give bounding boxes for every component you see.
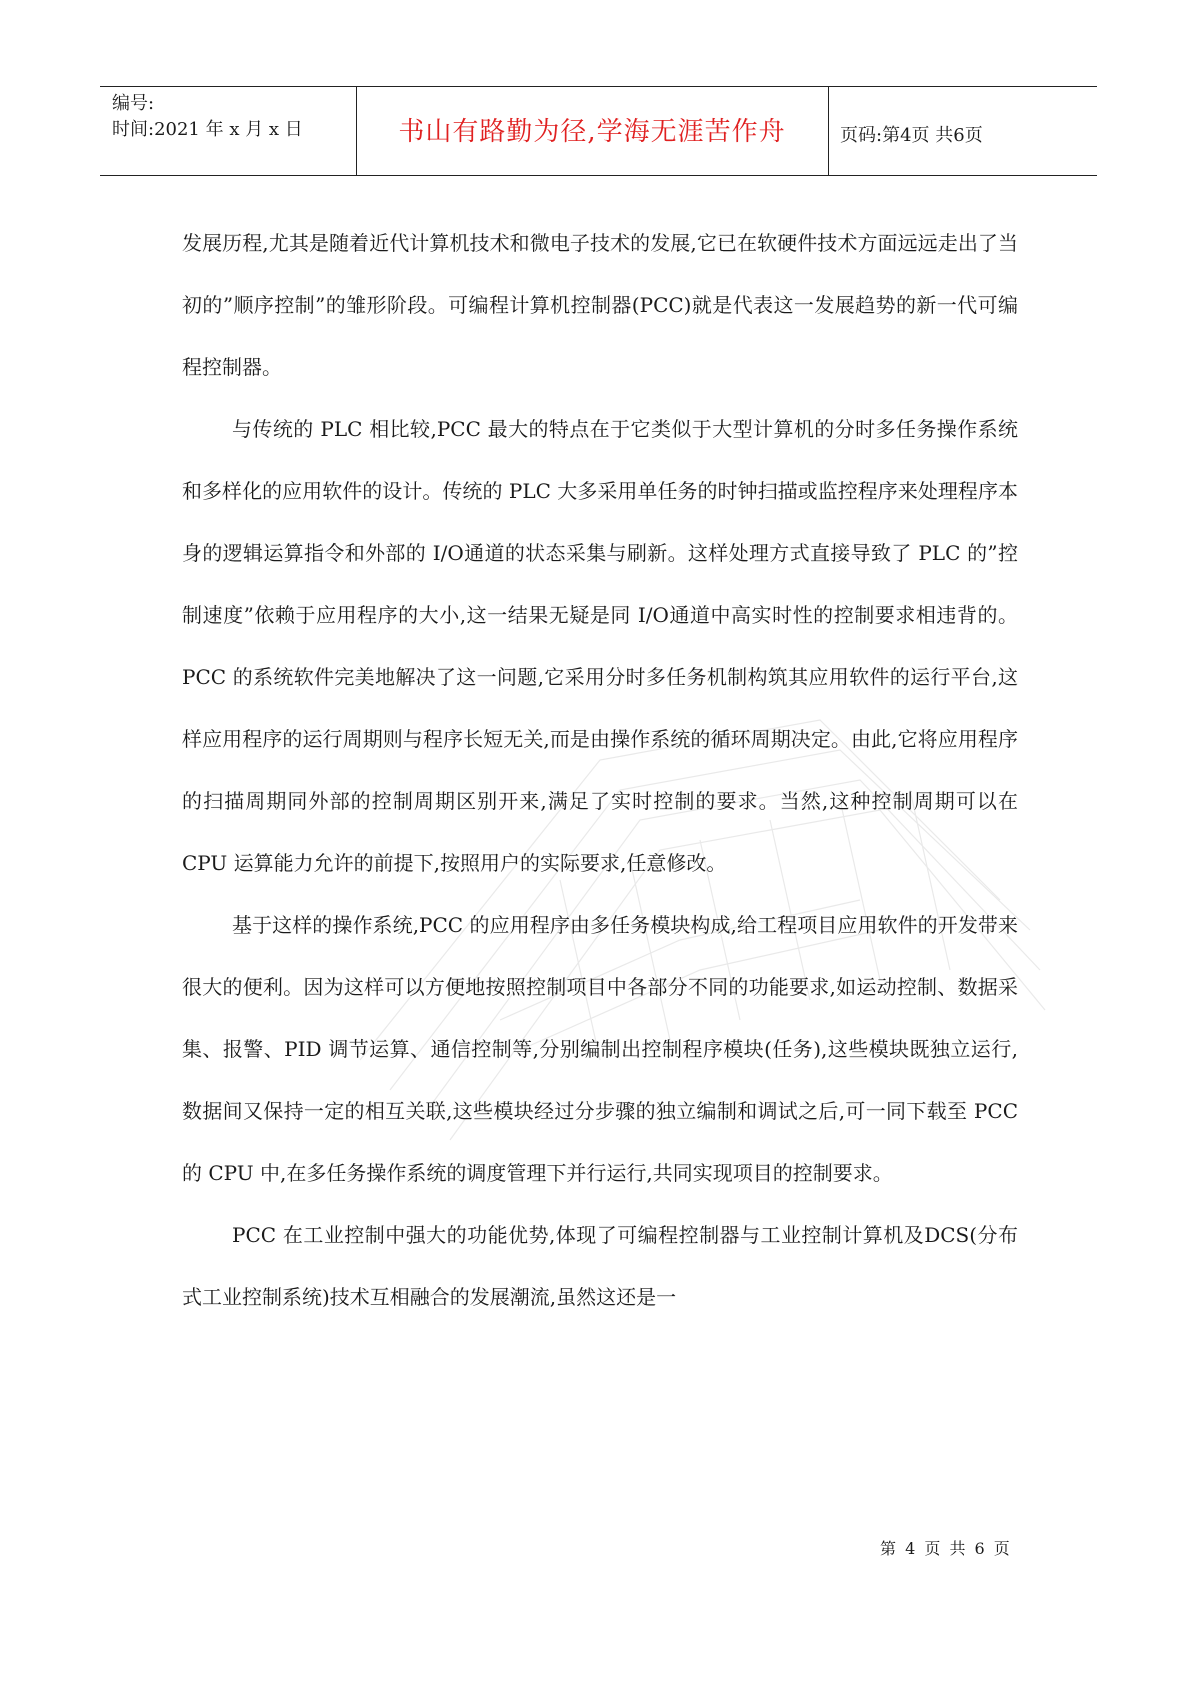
header-motto: 书山有路勤为径,学海无涯苦作舟: [398, 117, 786, 147]
header-page-cell: [828, 87, 1097, 175]
paragraph-3: 基于这样的操作系统,PCC 的应用程序由多任务模块构成,给工程项目应用软件的开发带来很大的便利。因为这样可以方便地按照控制项目中各部分不同的功能要求,如运动控制、数据采集、报警、PID 调节运算、通信控制等,分别编制出控制程序模块(任务),这些模块既独立运行,数据间又保持一定的相互关联,这些模块经过分步骤的独立编制和调试之后,可一同下载至 PCC 的 CPU 中,在多任务操作系统的调度管理下并行运行,共同实现项目的控制要求。: [182, 913, 1018, 1185]
header-page-info: 页码:第4页 共6页: [840, 125, 983, 146]
document-body: [182, 212, 1018, 1328]
paragraph-1: 发展历程,尤其是随着近代计算机技术和微电子技术的发展,它已在软硬件技术方面远远走出了当初的”顺序控制”的雏形阶段。可编程计算机控制器(PCC)就是代表这一发展趋势的新一代可编程控制器。: [182, 231, 1018, 379]
page-footer: 第 4 页 共 6 页: [880, 1539, 1012, 1558]
paragraph-4: PCC 在工业控制中强大的功能优势,体现了可编程控制器与工业控制计算机及DCS(分布式工业控制系统)技术互相融合的发展潮流,虽然这还是一: [182, 1223, 1018, 1309]
paragraph-2: 与传统的 PLC 相比较,PCC 最大的特点在于它类似于大型计算机的分时多任务操作系统和多样化的应用软件的设计。传统的 PLC 大多采用单任务的时钟扫描或监控程序来处理程序本身的逻辑运算指令和外部的 I/O通道的状态采集与刷新。这样处理方式直接导致了 PLC 的”控制速度”依赖于应用程序的大小,这一结果无疑是同 I/O通道中高实时性的控制要求相违背的。PCC 的系统软件完美地解决了这一问题,它采用分时多任务机制构筑其应用软件的运行平台,这样应用程序的运行周期则与程序长短无关,而是由操作系统的循环周期决定。由此,它将应用程序的扫描周期同外部的控制周期区别开来,满足了实时控制的要求。当然,这种控制周期可以在CPU 运算能力允许的前提下,按照用户的实际要求,任意修改。: [182, 417, 1018, 875]
document-header: [100, 86, 1097, 176]
header-meta-cell: [100, 87, 357, 175]
header-motto-cell: [356, 87, 829, 175]
serial-number-label: 编号:: [112, 93, 155, 114]
date-label: 时间:2021 年 x 月 x 日: [112, 119, 303, 140]
